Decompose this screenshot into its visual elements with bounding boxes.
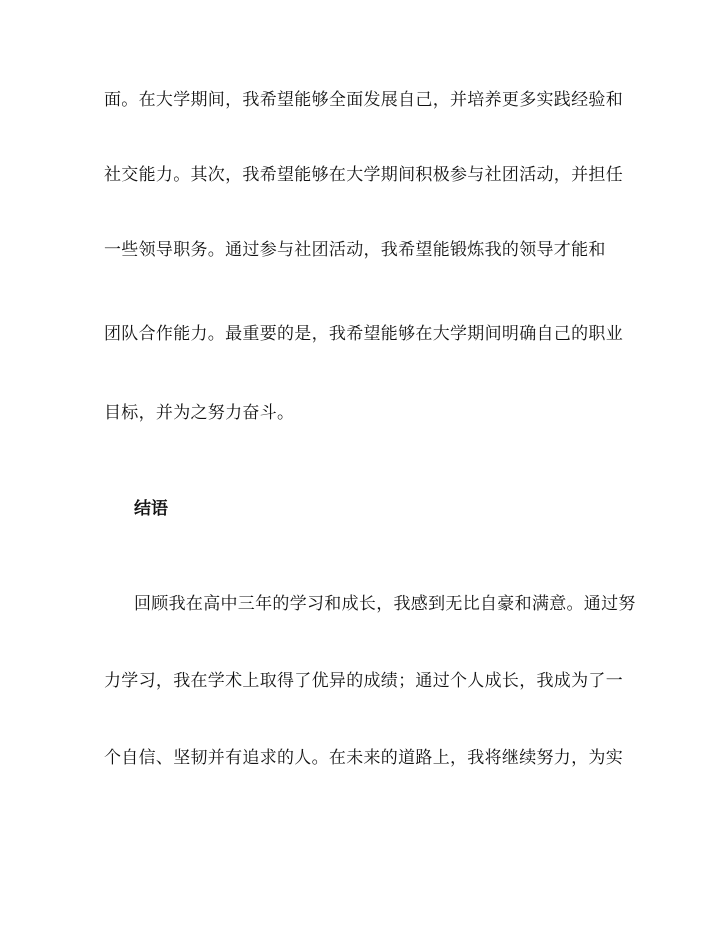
paragraph-2-line-2: 力学习，我在学术上取得了优异的成绩；通过个人成长，我成为了一: [104, 671, 623, 691]
paragraph-1-line-1: 面。在大学期间，我希望能够全面发展自己，并培养更多实践经验和: [104, 90, 623, 110]
paragraph-1-line-5: 目标，并为之努力奋斗。: [104, 403, 295, 423]
paragraph-2-line-1: 回顾我在高中三年的学习和成长，我感到无比自豪和满意。通过努: [134, 594, 636, 614]
paragraph-1-line-4: 团队合作能力。最重要的是，我希望能够在大学期间明确自己的职业: [104, 324, 623, 344]
section-heading: 结语: [134, 499, 168, 519]
paragraph-1-line-3: 一些领导职务。通过参与社团活动，我希望能锻炼我的领导才能和: [104, 240, 606, 260]
paragraph-2-line-3: 个自信、坚韧并有追求的人。在未来的道路上，我将继续努力，为实: [104, 748, 623, 768]
paragraph-1-line-2: 社交能力。其次，我希望能够在大学期间积极参与社团活动，并担任: [104, 165, 623, 185]
